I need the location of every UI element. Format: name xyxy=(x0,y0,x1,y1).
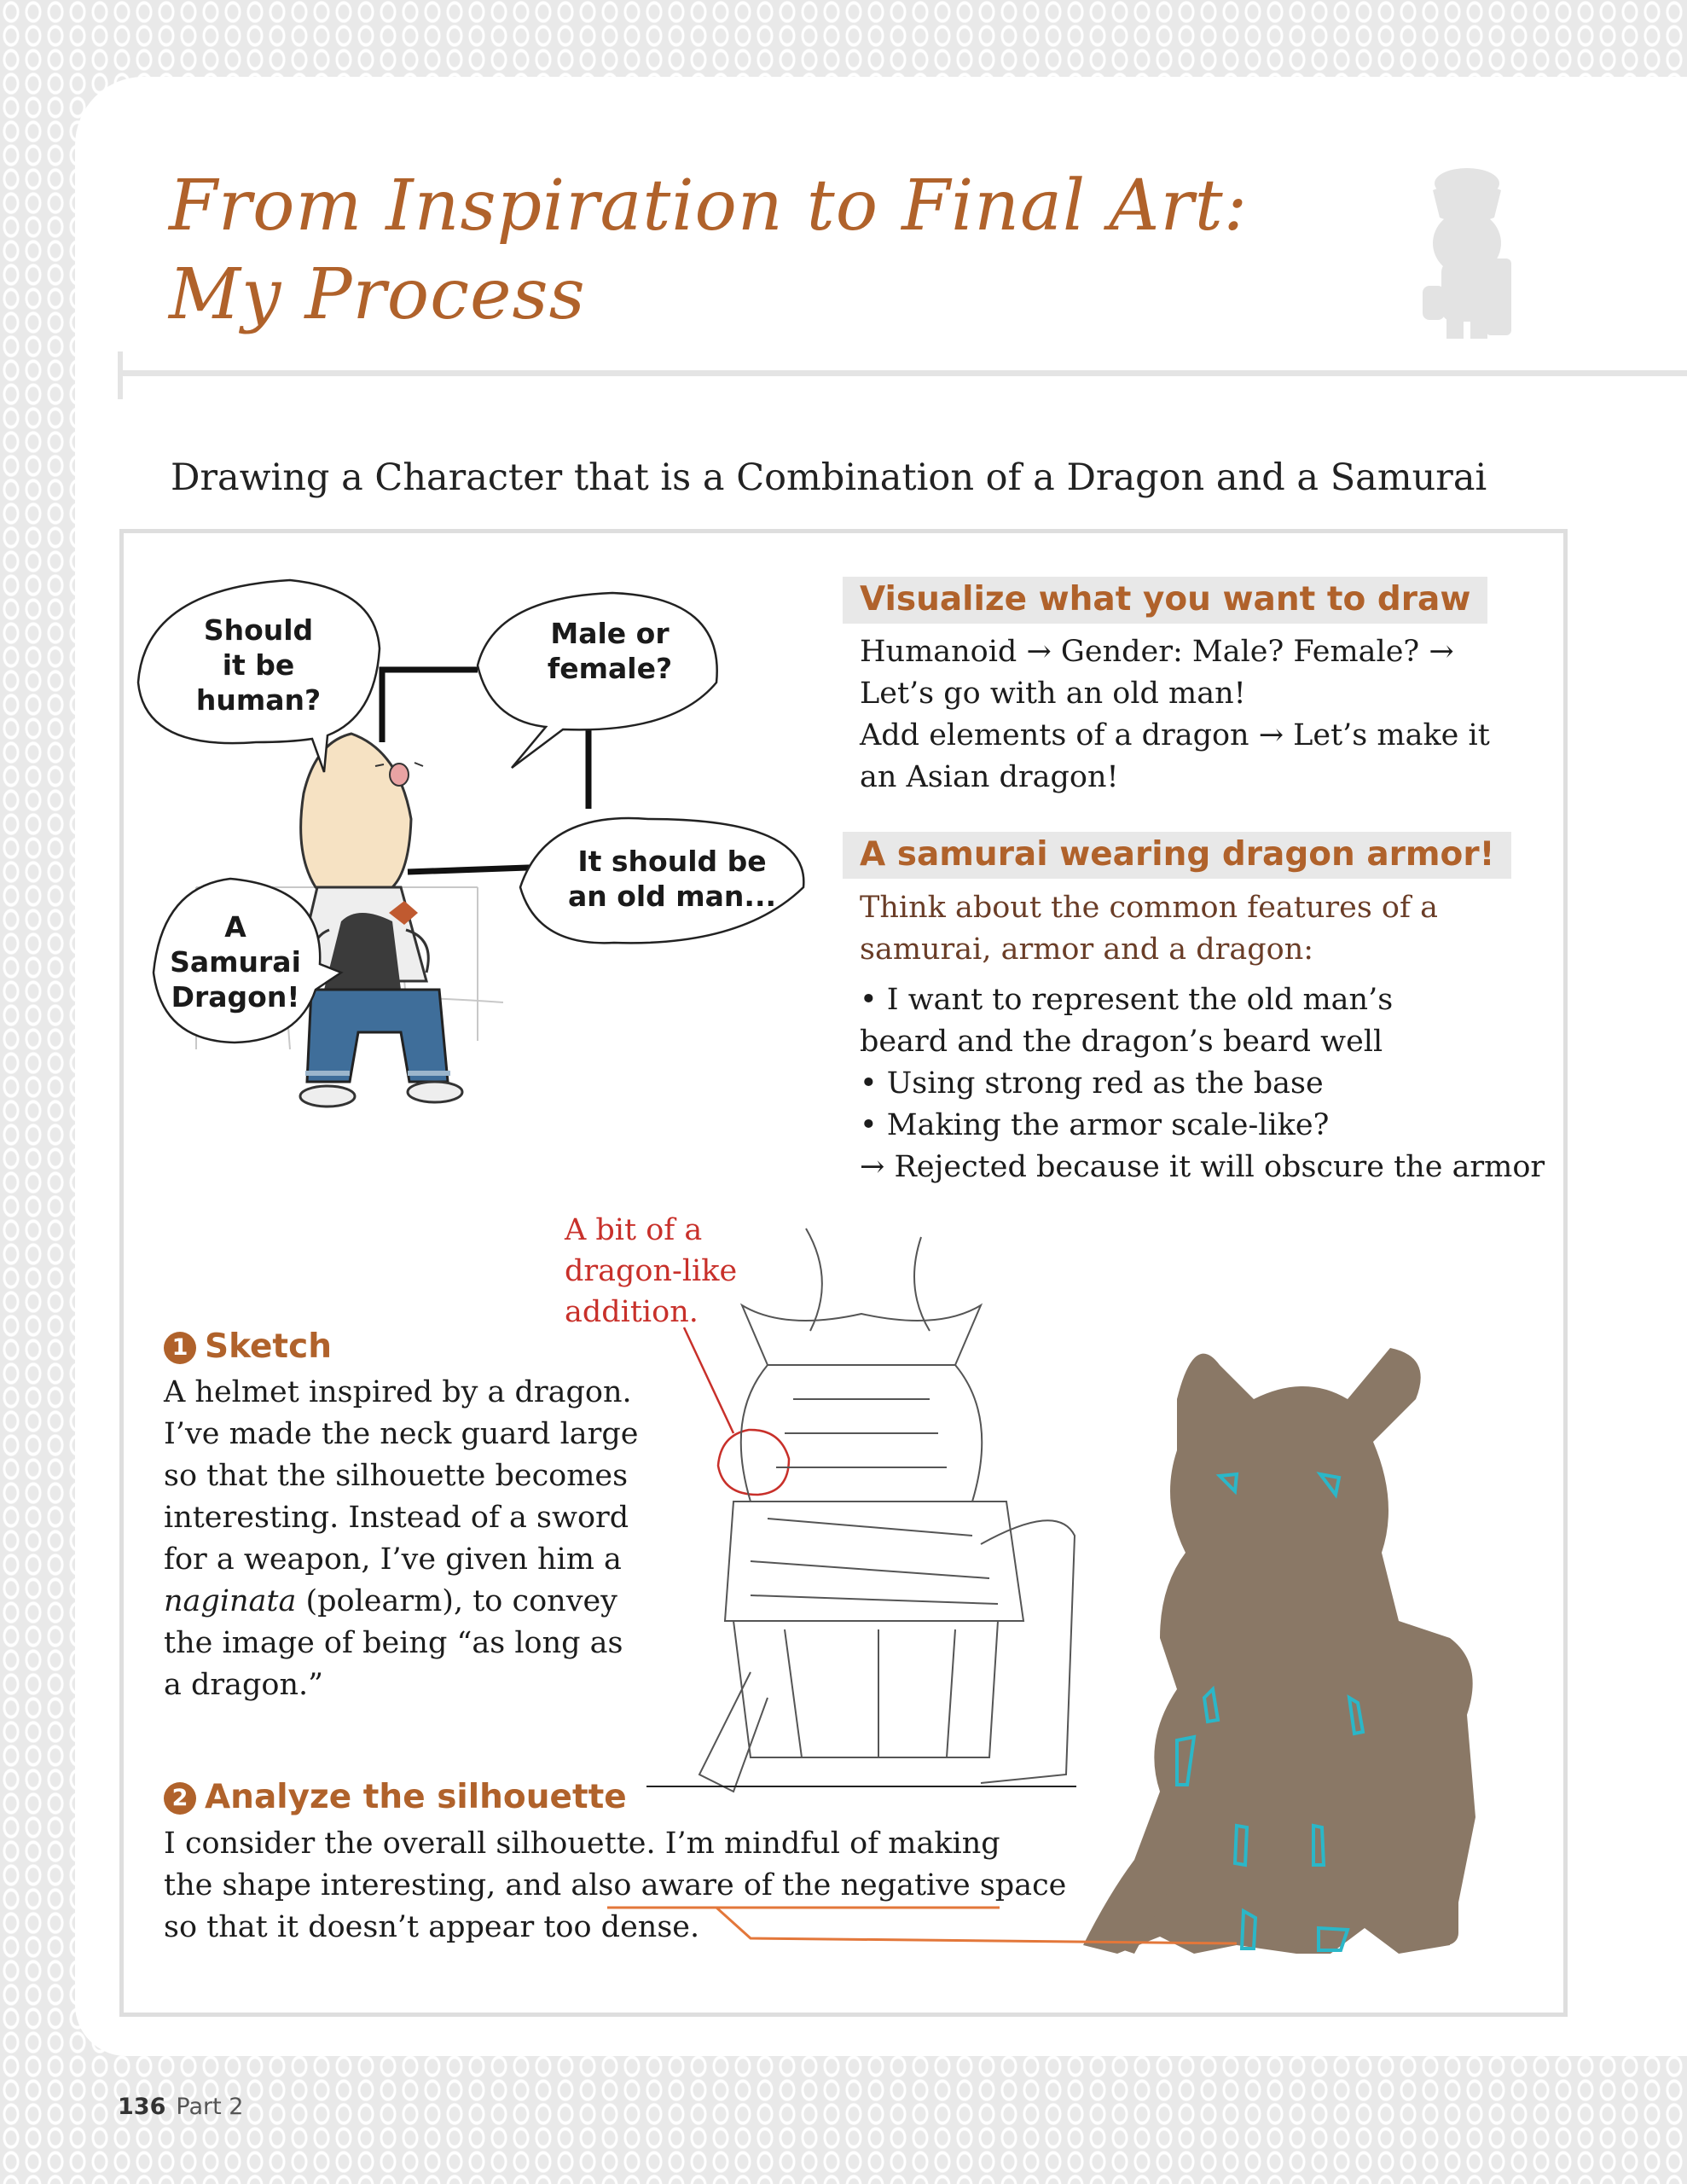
armor-point: • I want to represent the old man’s xyxy=(860,983,1394,1017)
old-man-cartoon xyxy=(295,734,462,1107)
sketch-heading xyxy=(164,1327,332,1366)
section-subheading: Drawing a Character that is a Combination of a Dragon and a Samurai xyxy=(171,456,1487,499)
sketch-text: A helmet inspired by a dragon. I’ve made the neck guard large so that the silhouette becomes interesting. Instead of a sword for a weapon, I’ve given him a naginata (polearm), to convey the image of being “as long as a dragon.” xyxy=(164,1375,639,1702)
page-number: 136 xyxy=(118,2094,166,2120)
armor-points xyxy=(860,979,1545,1188)
silhouette-heading xyxy=(164,1778,627,1816)
part-label: Part 2 xyxy=(176,2094,244,2120)
samurai-silhouette xyxy=(1083,1348,1475,1954)
silhouette-text: I consider the overall silhouette. I’m mindful of making the shape interesting, and also aware of the negative space so that it doesn’t appear too dense. xyxy=(164,1827,1067,1944)
page-footer xyxy=(118,2094,243,2120)
armor-point: → Rejected because it will obscure the armor xyxy=(860,1150,1545,1184)
bubble-samurai-dragon: A Samurai Dragon! xyxy=(170,910,301,1014)
naginata-term: naginata xyxy=(164,1584,297,1618)
step-number-badge: 2 xyxy=(164,1782,196,1815)
step-number-badge: 1 xyxy=(164,1332,196,1364)
armor-point: beard and the dragon’s beard well xyxy=(860,1025,1383,1059)
bubble-male-or-female: Male or female? xyxy=(547,617,673,685)
visualize-text: Humanoid → Gender: Male? Female? → Let’s go with an old man! Add elements of a dragon → Let’s make it an Asian dragon! xyxy=(860,635,1490,794)
silhouette-heading-label: Analyze the silhouette xyxy=(205,1778,627,1816)
bubble-should-be-human: Should it be human? xyxy=(195,613,322,717)
annotation-pointer xyxy=(684,1327,789,1495)
armor-point: • Using strong red as the base xyxy=(860,1066,1324,1101)
bubble-old-man: It should be an old man... xyxy=(567,845,777,913)
armor-point: • Making the armor scale-like? xyxy=(860,1108,1330,1142)
visualize-heading: Visualize what you want to draw xyxy=(843,577,1487,624)
sketch-heading-label: Sketch xyxy=(205,1327,332,1366)
armor-heading: A samurai wearing dragon armor! xyxy=(843,832,1511,879)
title-line-2: My Process xyxy=(169,254,586,335)
title-line-1: From Inspiration to Final Art: xyxy=(169,166,1249,247)
dragon-addition-note: A bit of a dragon-like addition. xyxy=(565,1213,738,1329)
armor-intro: Think about the common features of a samurai, armor and a dragon: xyxy=(860,891,1438,967)
